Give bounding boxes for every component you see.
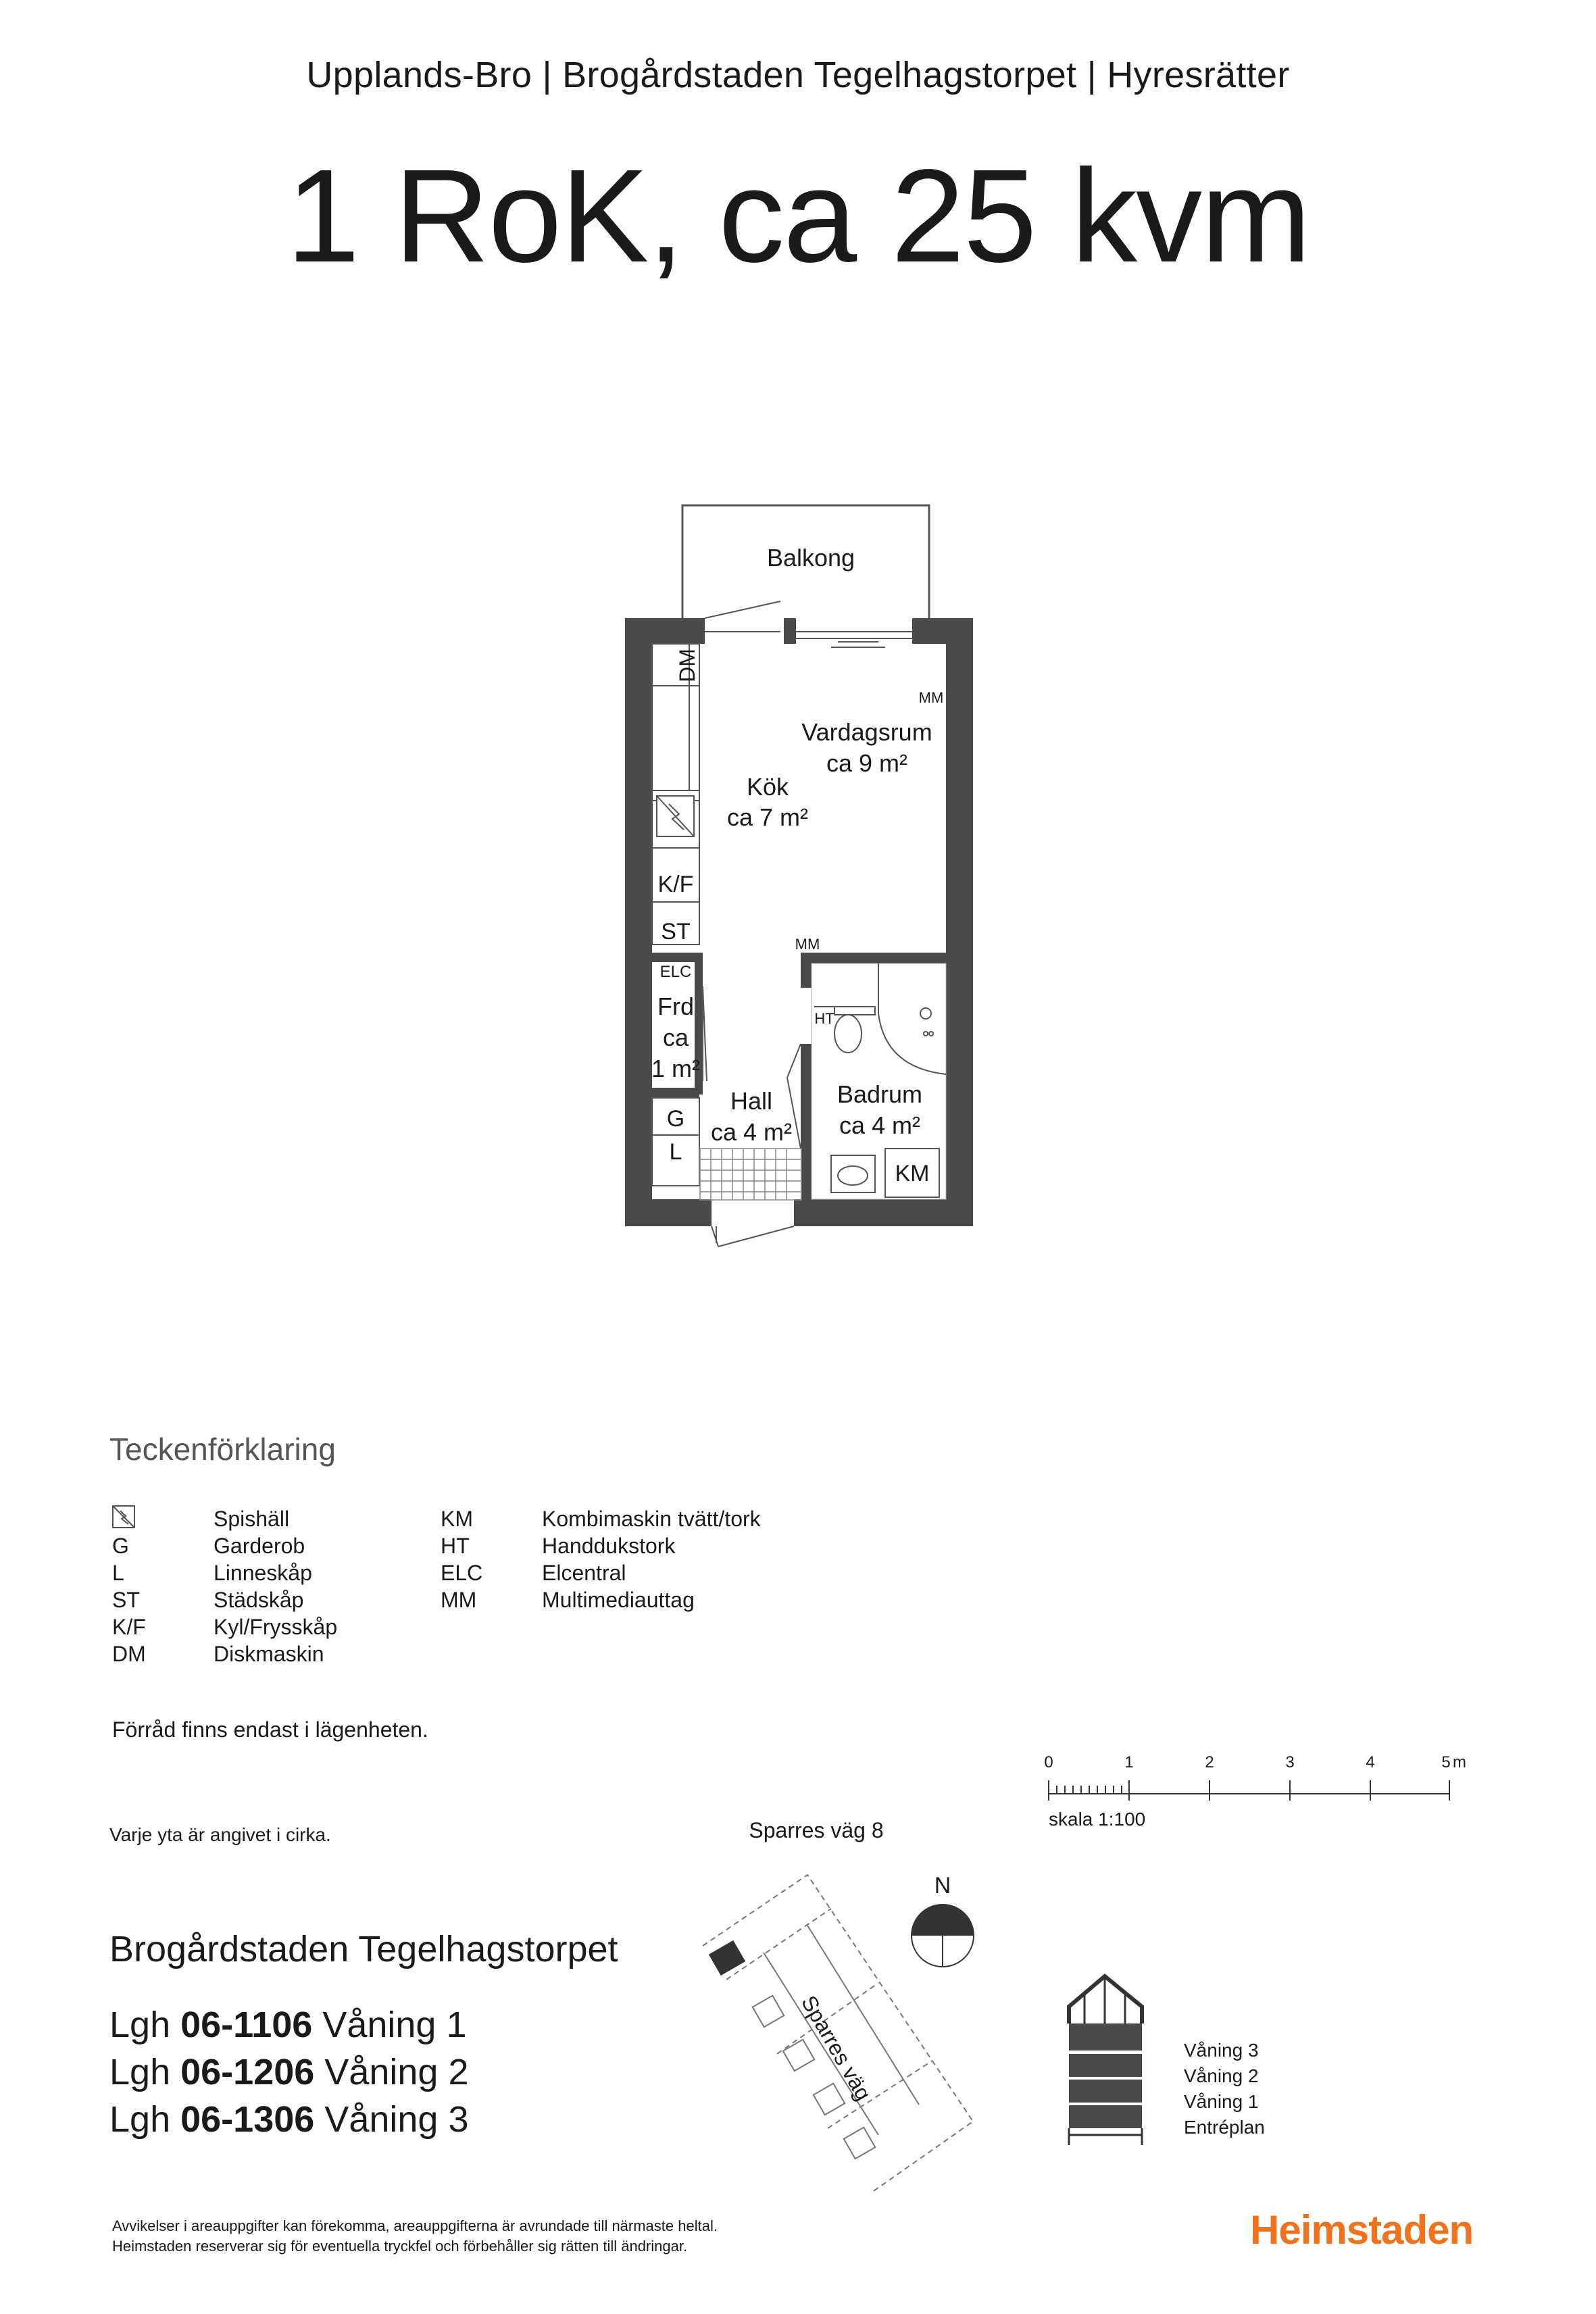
project-name: Brogårdstaden Tegelhagstorpet xyxy=(109,1929,618,1969)
fridge-freezer-label: K/F xyxy=(657,872,694,897)
section-floor-3: Våning 3 xyxy=(1184,2040,1259,2061)
scale-tick-5: 5 xyxy=(1441,1753,1451,1771)
storage-door xyxy=(703,986,707,1081)
unit-line-1 xyxy=(109,2004,467,2046)
unit-floor: Våning 1 xyxy=(312,2005,467,2045)
legend-title: Teckenförklaring xyxy=(109,1432,336,1467)
legend-desc: Garderob xyxy=(214,1534,305,1558)
scale-label: skala 1:100 xyxy=(1049,1809,1146,1830)
scale-unit: m xyxy=(1453,1753,1466,1771)
legend-abbr: ST xyxy=(112,1588,140,1612)
section-floor-1: Våning 1 xyxy=(1184,2091,1259,2112)
kitchen-label: Kök xyxy=(746,773,789,801)
dishwasher-label: DM xyxy=(675,649,699,682)
unit-prefix: Lgh xyxy=(109,2099,181,2140)
legend-desc: Städskåp xyxy=(214,1588,304,1612)
building-section xyxy=(1069,1976,1142,2145)
page-subtitle: Upplands-Bro | Brogårdstaden Tegelhagstorpet | Hyresrätter xyxy=(306,55,1290,95)
legend-desc: Spishäll xyxy=(214,1507,290,1531)
legend-abbr: G xyxy=(112,1534,129,1558)
scale-tick-3: 3 xyxy=(1285,1753,1295,1771)
entrance-door xyxy=(712,1226,794,1247)
unit-number: 06-1306 xyxy=(180,2099,315,2140)
unit-number: 06-1206 xyxy=(180,2052,315,2092)
electrical-central-label: ELC xyxy=(659,963,692,981)
unit-line-2 xyxy=(109,2051,468,2093)
bathroom-area: ca 4 m² xyxy=(839,1111,921,1139)
wardrobe-label: G xyxy=(666,1106,685,1132)
stove-icon xyxy=(112,1505,135,1534)
linen-cupboard-label: L xyxy=(669,1139,682,1165)
legend-desc: Linneskåp xyxy=(214,1561,312,1585)
brand-logo: Heimstaden xyxy=(1250,2207,1474,2253)
washer-dryer-label: KM xyxy=(895,1161,930,1186)
legend-abbr: K/F xyxy=(112,1615,146,1639)
unit-floor: Våning 3 xyxy=(314,2099,469,2140)
living-room-area: ca 9 m² xyxy=(826,749,908,777)
legend-abbr: L xyxy=(112,1561,124,1585)
bathroom-label: Badrum xyxy=(837,1080,923,1108)
living-room-label: Vardagsrum xyxy=(801,718,932,746)
site-address: Sparres väg 8 xyxy=(749,1818,884,1842)
current-building-marker xyxy=(709,1940,745,1976)
page-title: 1 RoK, ca 25 kvm xyxy=(286,142,1310,290)
unit-prefix: Lgh xyxy=(109,2005,181,2045)
legend-desc: Kombimaskin tvätt/tork xyxy=(542,1507,761,1531)
legend-desc: Multimediauttag xyxy=(542,1588,695,1612)
scale-bar xyxy=(1049,1780,1449,1801)
storage-label: Frd xyxy=(657,992,694,1020)
legend-desc: Kyl/Frysskåp xyxy=(214,1615,338,1639)
site-street-label: Sparres väg xyxy=(796,1991,876,2105)
footer-disclaimer xyxy=(112,2216,718,2257)
approx-note: Varje yta är angivet i cirka. xyxy=(109,1824,331,1845)
balcony-door xyxy=(705,601,912,647)
storage-note: Förråd finns endast i lägenheten. xyxy=(112,1717,428,1742)
legend-abbr: KM xyxy=(441,1507,473,1531)
scale-tick-4: 4 xyxy=(1366,1753,1375,1771)
legend-abbr: MM xyxy=(441,1588,477,1612)
scale-tick-1: 1 xyxy=(1124,1753,1134,1771)
legend-abbr: HT xyxy=(441,1534,470,1558)
unit-prefix: Lgh xyxy=(109,2052,181,2092)
multimedia-outlet-label-2: MM xyxy=(795,936,820,953)
storage-area: 1 m² xyxy=(651,1055,700,1082)
kitchen-counter xyxy=(652,644,699,945)
scale-tick-2: 2 xyxy=(1205,1753,1214,1771)
footer-line-1: Avvikelser i areauppgifter kan förekomma, areauppgifterna är avrundade till närmaste heltal. xyxy=(112,2217,718,2234)
unit-line-3 xyxy=(109,2098,468,2140)
balcony-label: Balkong xyxy=(766,544,855,572)
unit-floor: Våning 2 xyxy=(314,2052,469,2092)
section-floor-2: Våning 2 xyxy=(1184,2065,1259,2086)
kitchen-area: ca 7 m² xyxy=(726,803,809,831)
storage-ca: ca xyxy=(662,1024,689,1051)
north-arrow-icon xyxy=(912,1905,974,1967)
legend-desc: Diskmaskin xyxy=(214,1642,324,1666)
legend-desc: Handdukstork xyxy=(542,1534,676,1558)
multimedia-outlet-label: MM xyxy=(918,689,944,706)
legend-abbr: DM xyxy=(112,1642,146,1666)
scale-tick-0: 0 xyxy=(1044,1753,1053,1771)
north-label: N xyxy=(934,1873,951,1898)
legend-abbr: ELC xyxy=(441,1561,483,1585)
footer-line-2: Heimstaden reserverar sig för eventuella tryckfel och förbehåller sig rätten till ändringar. xyxy=(112,2238,688,2255)
hall-tiles xyxy=(700,1149,801,1200)
unit-number: 06-1106 xyxy=(180,2005,313,2045)
cleaning-cupboard-label: ST xyxy=(661,919,691,945)
hall-area: ca 4 m² xyxy=(710,1118,793,1146)
hall-label: Hall xyxy=(730,1087,773,1115)
towel-dryer-label: HT xyxy=(814,1010,834,1027)
section-floor-entry: Entréplan xyxy=(1184,2117,1265,2138)
legend-desc: Elcentral xyxy=(542,1561,626,1585)
